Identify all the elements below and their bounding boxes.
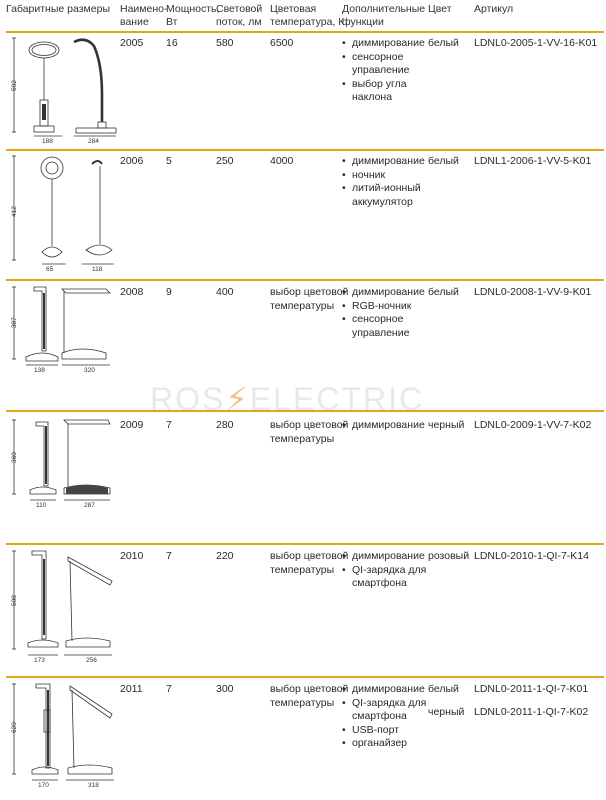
dim-height: 508 (11, 595, 18, 606)
dim-depth: 118 (92, 266, 103, 273)
row-2010-cct: выбор цветовой температуры (270, 550, 349, 576)
dim-depth: 287 (84, 502, 95, 509)
row-divider (6, 149, 604, 151)
row-2008-article: LDNL0-2008-1-VV-9-K01 (474, 286, 592, 298)
function-item: • диммирование (342, 37, 425, 51)
row-2006-name: 2006 (120, 155, 144, 167)
row-2008-cct: выбор цветовой температуры (270, 286, 349, 312)
function-item: • органайзер (342, 737, 426, 751)
row-2011-cct: выбор цветовой температуры (270, 683, 349, 709)
function-item: • сенсорное управление (342, 313, 425, 340)
dim-width: 188 (42, 138, 53, 145)
function-item: • выбор угла наклона (342, 78, 425, 105)
row-2010-color: розовый (428, 550, 470, 562)
row-divider (6, 279, 604, 281)
dim-height: 412 (11, 206, 18, 217)
header-dimensions: Габаритные размеры (6, 3, 110, 15)
row-2011-color-2: черный (428, 706, 465, 718)
header-flux: Световой поток, лм (216, 3, 263, 28)
row-2008-color: белый (428, 286, 459, 298)
row-2005-article: LDNL0-2005-1-VV-16-K01 (474, 37, 598, 49)
drawing-2009 (6, 414, 118, 540)
row-2005-name: 2005 (120, 37, 144, 49)
function-item: • диммирование (342, 286, 425, 300)
row-2009-cct: выбор цветовой температуры (270, 419, 349, 445)
dim-width: 65 (46, 266, 54, 273)
row-divider (6, 31, 604, 33)
dim-depth: 320 (84, 367, 95, 374)
header-power: Мощность, Вт (166, 3, 220, 28)
function-item: • диммирование (342, 419, 425, 433)
row-2005-color: белый (428, 37, 459, 49)
function-item: • USB-порт (342, 724, 426, 738)
row-2009-article: LDNL0-2009-1-VV-7-K02 (474, 419, 592, 431)
row-2005-cct: 6500 (270, 37, 294, 49)
row-2005-power: 16 (166, 37, 178, 49)
row-2008-flux: 400 (216, 286, 234, 298)
row-2011-name: 2011 (120, 683, 143, 695)
row-2011-color-1: белый (428, 683, 459, 695)
row-2010-functions (342, 550, 426, 591)
function-item: • QI-зарядка для смартфона (342, 564, 426, 591)
dim-depth: 284 (88, 138, 99, 145)
row-2006-article: LDNL1-2006-1-VV-5-K01 (474, 155, 592, 167)
drawing-2010 (6, 547, 118, 673)
row-2011-article-1: LDNL0-2011-1-QI-7-K01 (474, 683, 589, 695)
function-item: • диммирование (342, 550, 426, 564)
drawing-2006 (6, 152, 118, 276)
row-2011-functions (342, 683, 426, 751)
drawing-2005 (6, 34, 118, 146)
row-divider (6, 543, 604, 545)
function-item: • диммирование (342, 683, 426, 697)
dim-width: 173 (34, 657, 45, 664)
row-2008-functions (342, 286, 425, 340)
lightning-bolt-icon: ⚡ (225, 381, 250, 417)
row-2009-power: 7 (166, 419, 172, 431)
dim-width: 170 (38, 782, 49, 789)
row-2010-article: LDNL0-2010-1-QI-7-K14 (474, 550, 589, 562)
row-2010-flux: 220 (216, 550, 234, 562)
header-name: Наимено- вание (120, 3, 168, 28)
header-functions: Дополнительные функции (342, 3, 426, 28)
row-2011-article-2: LDNL0-2011-1-QI-7-K02 (474, 706, 589, 718)
function-item: • диммирование (342, 155, 425, 169)
function-item: • сенсорное управление (342, 51, 425, 78)
row-2010-name: 2010 (120, 550, 144, 562)
dim-depth: 256 (86, 657, 97, 664)
dim-depth: 318 (88, 782, 99, 789)
function-item: • RGB-ночник (342, 300, 425, 314)
dim-height: 360 (11, 452, 18, 463)
row-2009-name: 2009 (120, 419, 144, 431)
watermark: ROS⚡ELECTRIC (150, 381, 425, 417)
row-2006-cct: 4000 (270, 155, 294, 167)
header-article: Артикул (474, 3, 514, 15)
row-2008-name: 2008 (120, 286, 144, 298)
row-2009-functions (342, 419, 425, 433)
function-item: • QI-зарядка для смартфона (342, 697, 426, 724)
function-item: • ночник (342, 169, 425, 183)
row-2008-power: 9 (166, 286, 172, 298)
row-2006-functions (342, 155, 425, 209)
row-2009-color: черный (428, 419, 465, 431)
drawing-2008 (6, 283, 118, 407)
drawing-2011 (6, 680, 118, 798)
dim-width: 110 (36, 502, 47, 509)
row-2005-flux: 580 (216, 37, 234, 49)
row-2009-flux: 280 (216, 419, 234, 431)
row-2011-flux: 300 (216, 683, 234, 695)
row-2011-power: 7 (166, 683, 172, 695)
header-color-temperature: Цветовая температура, К (270, 3, 345, 28)
dim-width: 138 (34, 367, 45, 374)
row-divider (6, 676, 604, 678)
row-2005-functions (342, 37, 425, 105)
row-2006-color: белый (428, 155, 459, 167)
row-2006-power: 5 (166, 155, 172, 167)
row-2010-power: 7 (166, 550, 172, 562)
function-item: • литий-ионный аккумулятор (342, 182, 425, 209)
dim-height: 502 (11, 80, 18, 91)
dim-height: 620 (11, 722, 18, 733)
header-color: Цвет (428, 3, 452, 15)
row-2006-flux: 250 (216, 155, 234, 167)
dim-height: 387 (11, 317, 18, 328)
